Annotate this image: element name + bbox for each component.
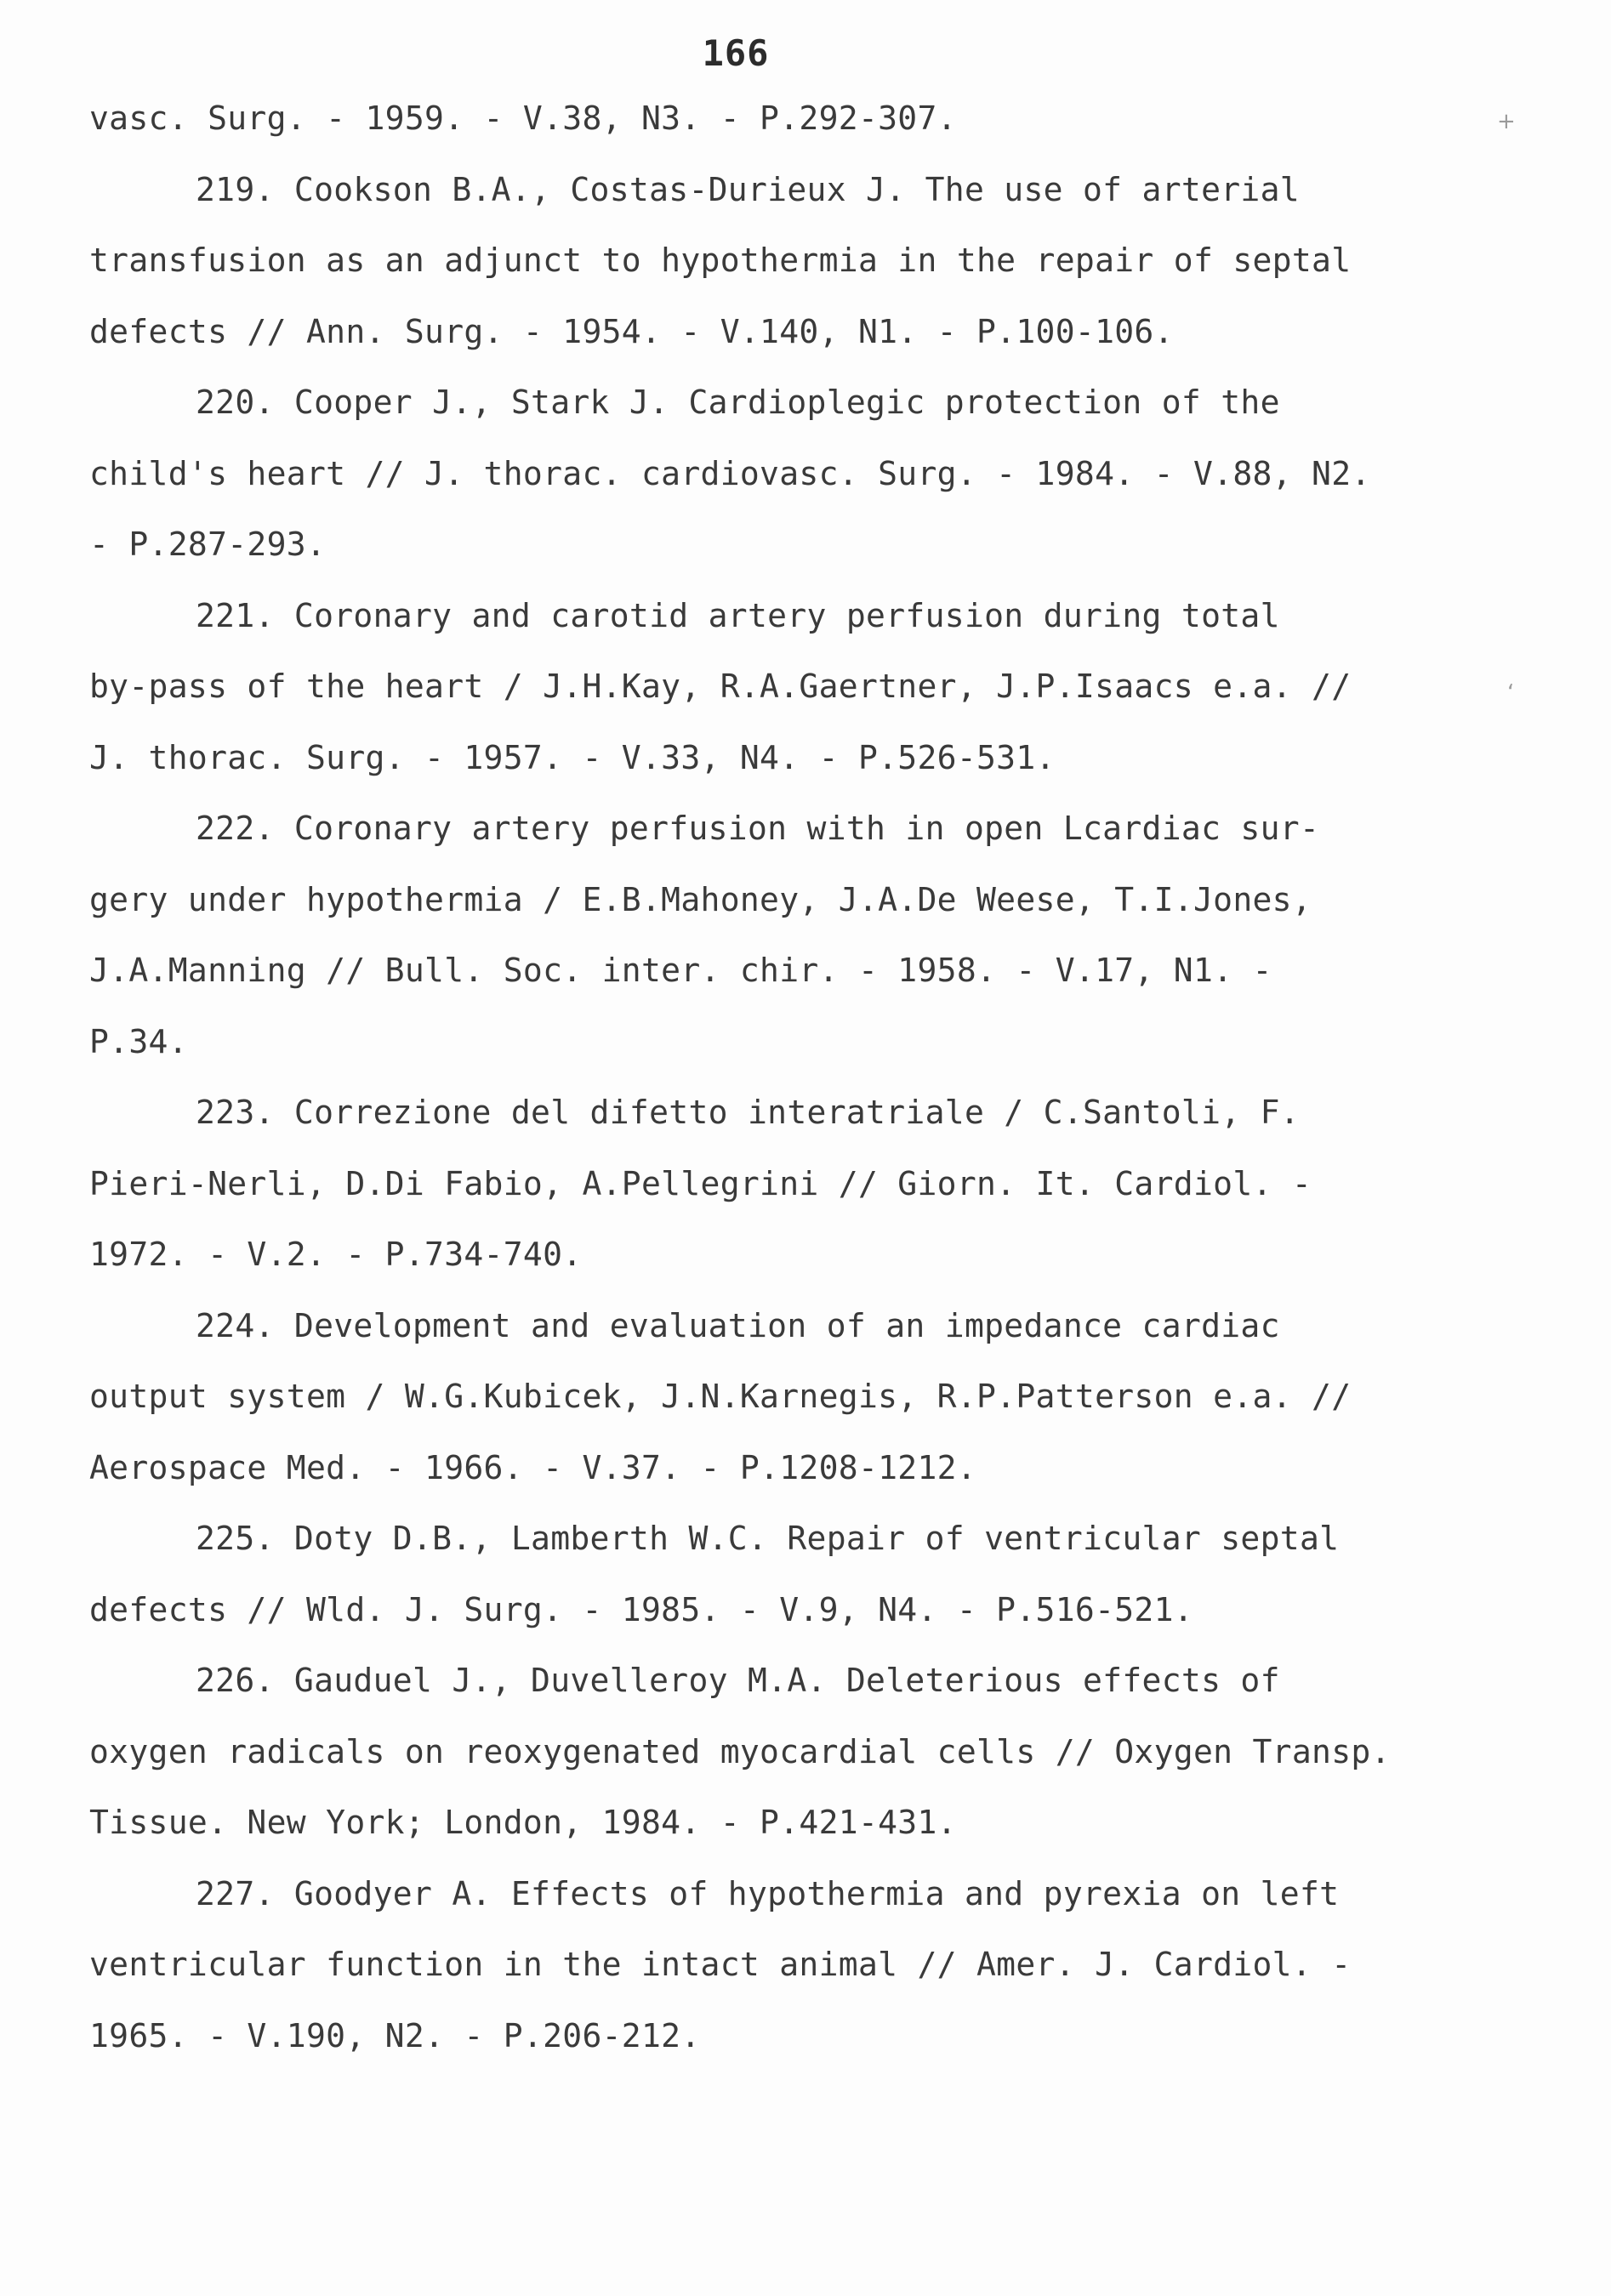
text-line: 220. Cooper J., Stark J. Cardioplegic protection of the	[196, 384, 1280, 421]
margin-tick-mark: ‘	[1507, 680, 1515, 706]
text-line: 219. Cookson B.A., Costas-Durieux J. The use of arterial	[196, 170, 1300, 208]
text-line: Aerospace Med. - 1966. - V.37. - P.1208-1212.	[89, 1448, 977, 1486]
text-line: P.34.	[89, 1022, 188, 1060]
text-line: output system / W.G.Kubicek, J.N.Karnegis, R.P.Patterson e.a. //	[89, 1378, 1352, 1415]
text-line: 226. Gauduel J., Duvelleroy M.A. Deleterious effects of	[196, 1662, 1280, 1699]
reference-list	[89, 83, 1527, 2072]
text-line: 1972. - V.2. - P.734-740.	[89, 1236, 583, 1273]
text-line: transfusion as an adjunct to hypothermia in the repair of septal	[89, 242, 1352, 279]
text-line: defects // Ann. Surg. - 1954. - V.140, N1. - P.100-106.	[89, 312, 1174, 350]
text-line: 224. Development and evaluation of an impedance cardiac	[196, 1306, 1280, 1344]
text-line: child's heart // J. thorac. cardiovasc. Surg. - 1984. - V.88, N2.	[89, 454, 1371, 492]
text-line: 223. Correzione del difetto interatriale / C.Santoli, F.	[196, 1094, 1300, 1131]
text-line: - P.287-293.	[89, 526, 327, 563]
text-line: 222. Coronary artery perfusion with in open Lcardiac sur-	[196, 810, 1320, 847]
text-line: by-pass of the heart / J.H.Kay, R.A.Gaertner, J.P.Isaacs e.a. //	[89, 668, 1352, 705]
text-line: defects // Wld. J. Surg. - 1985. - V.9, N4. - P.516-521.	[89, 1590, 1193, 1628]
text-line: Tissue. New York; London, 1984. - P.421-431.	[89, 1804, 957, 1841]
text-line: 221. Coronary and carotid artery perfusion during total	[196, 596, 1280, 634]
text-line: 227. Goodyer A. Effects of hypothermia and pyrexia on left	[196, 1874, 1340, 1912]
text-line: Pieri-Nerli, D.Di Fabio, A.Pellegrini // Giorn. It. Cardiol. -	[89, 1164, 1312, 1202]
text-line: gery under hypothermia / E.B.Mahoney, J.A.De Weese, T.I.Jones,	[89, 880, 1312, 918]
margin-plus-mark: +	[1497, 109, 1516, 134]
text-line: ventricular function in the intact animal // Amer. J. Cardiol. -	[89, 1946, 1352, 1983]
page-number: 166	[702, 32, 770, 74]
text-line: 225. Doty D.B., Lamberth W.C. Repair of ventricular septal	[196, 1520, 1340, 1557]
text-line: vasc. Surg. - 1959. - V.38, N3. - P.292-307.	[89, 99, 957, 137]
text-line: oxygen radicals on reoxygenated myocardial cells // Oxygen Transp.	[89, 1732, 1391, 1770]
text-line: J.A.Manning // Bull. Soc. inter. chir. - 1958. - V.17, N1. -	[89, 952, 1272, 989]
text-line: J. thorac. Surg. - 1957. - V.33, N4. - P.526-531.	[89, 738, 1056, 776]
text-line: 1965. - V.190, N2. - P.206-212.	[89, 2016, 701, 2054]
